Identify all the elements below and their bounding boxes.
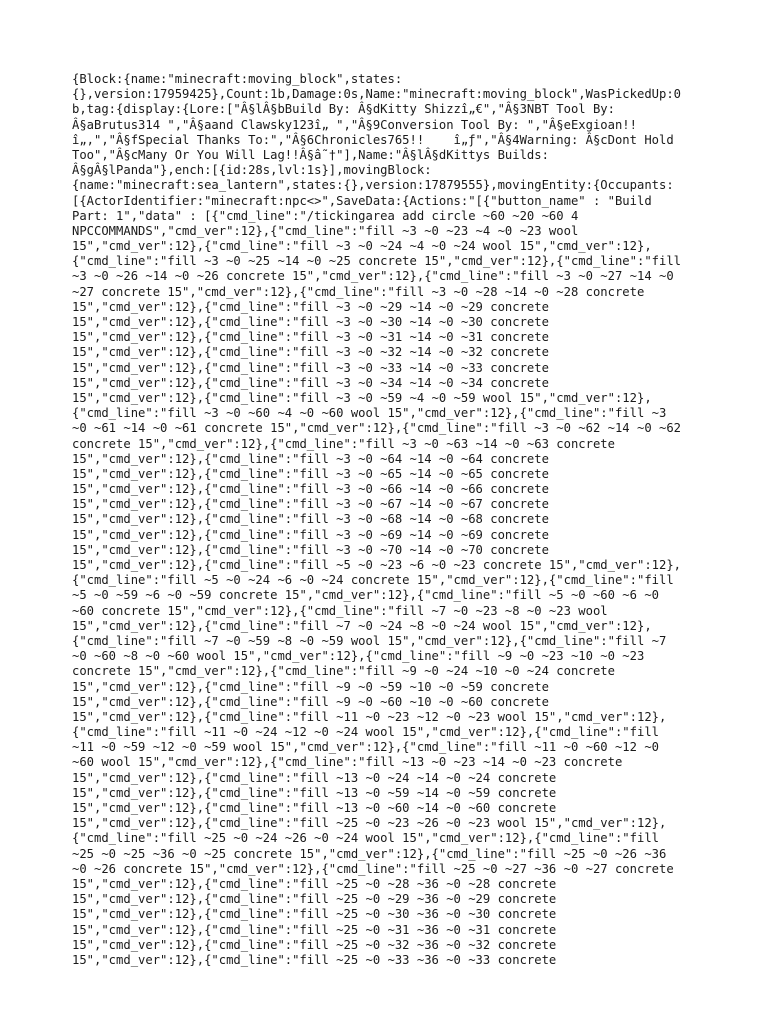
text-line: 15","cmd_ver":12},{"cmd_line":"fill ~3 ~0 ~31 ~14 ~0 ~31 concrete: [72, 330, 549, 345]
text-line: 15","cmd_ver":12},{"cmd_line":"fill ~5 ~0 ~23 ~6 ~0 ~23 concrete 15","cmd_ver":12},: [72, 558, 682, 572]
text-line: 15","cmd_ver":12},{"cmd_line":"fill ~3 ~0 ~70 ~14 ~0 ~70 concrete: [72, 542, 549, 557]
text-line: Â§gÂ§lPanda"},ench:[{id:28s,lvl:1s}],movingBlock:: [72, 163, 432, 178]
text-line: {"cmd_line":"fill ~25 ~0 ~24 ~26 ~0 ~24 wool 15","cmd_ver":12},{"cmd_line":"fill: [72, 831, 659, 846]
text-line: {"cmd_line":"fill ~3 ~0 ~60 ~4 ~0 ~60 wool 15","cmd_ver":12},{"cmd_line":"fill ~3: [72, 406, 667, 421]
text-line: {"cmd_line":"fill ~11 ~0 ~24 ~12 ~0 ~24 wool 15","cmd_ver":12},{"cmd_line":"fill: [72, 725, 659, 740]
text-line: ~27 concrete 15","cmd_ver":12},{"cmd_line":"fill ~3 ~0 ~28 ~14 ~0 ~28 concrete: [72, 284, 645, 299]
text-line: ~5 ~0 ~59 ~6 ~0 ~59 concrete 15","cmd_ver":12},{"cmd_line":"fill ~5 ~0 ~60 ~6 ~0: [72, 588, 659, 603]
text-line: 15","cmd_ver":12},{"cmd_line":"fill ~3 ~0 ~64 ~14 ~0 ~64 concrete: [72, 451, 549, 466]
text-line: 15","cmd_ver":12},{"cmd_line":"fill ~13 ~0 ~60 ~14 ~0 ~60 concrete: [72, 801, 557, 815]
text-line: 15","cmd_ver":12},{"cmd_line":"fill ~3 ~0 ~68 ~14 ~0 ~68 concrete: [72, 512, 549, 527]
text-line: 15","cmd_ver":12},{"cmd_line":"fill ~3 ~0 ~24 ~4 ~0 ~24 wool 15","cmd_ver":12},: [72, 239, 652, 254]
document-page: [72, 72, 712, 968]
text-line: Â§aBrutus314 ","Â§aand Clawsky123î„ ","Â§9Conversion Tool By: ","Â§eExgioan!!: [72, 117, 637, 132]
text-line: {"cmd_line":"fill ~7 ~0 ~59 ~8 ~0 ~59 wool 15","cmd_ver":12},{"cmd_line":"fill ~7: [72, 633, 667, 648]
text-line: ~0 ~60 ~8 ~0 ~60 wool 15","cmd_ver":12},{"cmd_line":"fill ~9 ~0 ~23 ~10 ~0 ~23: [72, 649, 645, 664]
text-line: î„‚","Â§fSpecial Thanks To:","Â§6Chronicles765!! î„ƒ","Â§4Warning: Â§cDont Hold: [72, 132, 674, 147]
text-line: {},version:17959425},Count:1b,Damage:0s,Name:"minecraft:moving_block",WasPickedUp:0: [72, 87, 682, 102]
text-line: ~11 ~0 ~59 ~12 ~0 ~59 wool 15","cmd_ver":12},{"cmd_line":"fill ~11 ~0 ~60 ~12 ~0: [72, 740, 659, 755]
text-line: NPCCOMMANDS","cmd_ver":12},{"cmd_line":"fill ~3 ~0 ~23 ~4 ~0 ~23 wool: [72, 223, 579, 238]
text-line: 15","cmd_ver":12},{"cmd_line":"fill ~25 ~0 ~28 ~36 ~0 ~28 concrete: [72, 876, 557, 891]
text-line: {"cmd_line":"fill ~5 ~0 ~24 ~6 ~0 ~24 concrete 15","cmd_ver":12},{"cmd_line":"fill: [72, 573, 674, 588]
text-line: 15","cmd_ver":12},{"cmd_line":"fill ~9 ~0 ~60 ~10 ~0 ~60 concrete: [72, 694, 549, 709]
text-line: 15","cmd_ver":12},{"cmd_line":"fill ~25 ~0 ~29 ~36 ~0 ~29 concrete: [72, 892, 557, 907]
text-line: 15","cmd_ver":12},{"cmd_line":"fill ~3 ~0 ~32 ~14 ~0 ~32 concrete: [72, 345, 549, 360]
text-line: concrete 15","cmd_ver":12},{"cmd_line":"fill ~9 ~0 ~24 ~10 ~0 ~24 concrete: [72, 664, 615, 679]
text-line: 15","cmd_ver":12},{"cmd_line":"fill ~25 ~0 ~32 ~36 ~0 ~32 concrete: [72, 937, 557, 952]
text-line: 15","cmd_ver":12},{"cmd_line":"fill ~9 ~0 ~59 ~10 ~0 ~59 concrete: [72, 679, 549, 694]
text-line: 15","cmd_ver":12},{"cmd_line":"fill ~13 ~0 ~59 ~14 ~0 ~59 concrete: [72, 785, 557, 800]
text-line: ~3 ~0 ~26 ~14 ~0 ~26 concrete 15","cmd_ver":12},{"cmd_line":"fill ~3 ~0 ~27 ~14 ~0: [72, 269, 674, 284]
text-line: {Block:{name:"minecraft:moving_block",states:: [72, 72, 403, 86]
text-line: 15","cmd_ver":12},{"cmd_line":"fill ~3 ~0 ~30 ~14 ~0 ~30 concrete: [72, 315, 549, 329]
text-line: 15","cmd_ver":12},{"cmd_line":"fill ~3 ~0 ~65 ~14 ~0 ~65 concrete: [72, 466, 549, 481]
text-line: b,tag:{display:{Lore:["Â§lÂ§bBuild By: Â§dKitty Shizzî„€","Â§3NBT Tool By:: [72, 102, 615, 117]
text-line: 15","cmd_ver":12},{"cmd_line":"fill ~25 ~0 ~33 ~36 ~0 ~33 concrete: [72, 952, 557, 967]
text-line: ~0 ~26 concrete 15","cmd_ver":12},{"cmd_line":"fill ~25 ~0 ~27 ~36 ~0 ~27 concrete: [72, 861, 674, 876]
text-line: ~25 ~0 ~25 ~36 ~0 ~25 concrete 15","cmd_ver":12},{"cmd_line":"fill ~25 ~0 ~26 ~36: [72, 846, 667, 861]
text-line: 15","cmd_ver":12},{"cmd_line":"fill ~3 ~0 ~33 ~14 ~0 ~33 concrete: [72, 360, 549, 375]
text-line: {"cmd_line":"fill ~3 ~0 ~25 ~14 ~0 ~25 concrete 15","cmd_ver":12},{"cmd_line":"fill: [72, 254, 682, 269]
text-line: 15","cmd_ver":12},{"cmd_line":"fill ~3 ~0 ~69 ~14 ~0 ~69 concrete: [72, 527, 549, 542]
text-line: concrete 15","cmd_ver":12},{"cmd_line":"fill ~3 ~0 ~63 ~14 ~0 ~63 concrete: [72, 436, 615, 451]
text-line: 15","cmd_ver":12},{"cmd_line":"fill ~3 ~0 ~34 ~14 ~0 ~34 concrete: [72, 375, 549, 390]
text-line: 15","cmd_ver":12},{"cmd_line":"fill ~3 ~0 ~66 ~14 ~0 ~66 concrete: [72, 482, 549, 497]
text-line: Part: 1","data" : [{"cmd_line":"/tickingarea add circle ~60 ~20 ~60 4: [72, 208, 579, 223]
text-line: 15","cmd_ver":12},{"cmd_line":"fill ~25 ~0 ~23 ~26 ~0 ~23 wool 15","cmd_ver":12},: [72, 816, 667, 831]
text-line: 15","cmd_ver":12},{"cmd_line":"fill ~7 ~0 ~24 ~8 ~0 ~24 wool 15","cmd_ver":12},: [72, 618, 652, 633]
text-line: Too","Â§cMany Or You Will Lag!!Â§â˜†"],Name:"Â§lÂ§dKittys Builds:: [72, 147, 549, 162]
text-line: 15","cmd_ver":12},{"cmd_line":"fill ~25 ~0 ~30 ~36 ~0 ~30 concrete: [72, 907, 557, 922]
text-line: 15","cmd_ver":12},{"cmd_line":"fill ~3 ~0 ~59 ~4 ~0 ~59 wool 15","cmd_ver":12},: [72, 390, 652, 405]
text-line: 15","cmd_ver":12},{"cmd_line":"fill ~3 ~0 ~67 ~14 ~0 ~67 concrete: [72, 497, 549, 512]
text-line: ~60 wool 15","cmd_ver":12},{"cmd_line":"fill ~13 ~0 ~23 ~14 ~0 ~23 concrete: [72, 755, 623, 770]
text-line: [{ActorIdentifier:"minecraft:npc<>",SaveData:{Actions:"[{"button_name" : "Build: [72, 193, 652, 208]
text-line: 15","cmd_ver":12},{"cmd_line":"fill ~3 ~0 ~29 ~14 ~0 ~29 concrete: [72, 299, 549, 314]
text-line: 15","cmd_ver":12},{"cmd_line":"fill ~25 ~0 ~31 ~36 ~0 ~31 concrete: [72, 922, 557, 937]
text-line: ~60 concrete 15","cmd_ver":12},{"cmd_line":"fill ~7 ~0 ~23 ~8 ~0 ~23 wool: [72, 603, 608, 618]
text-line: 15","cmd_ver":12},{"cmd_line":"fill ~13 ~0 ~24 ~14 ~0 ~24 concrete: [72, 770, 557, 785]
text-line: ~0 ~61 ~14 ~0 ~61 concrete 15","cmd_ver":12},{"cmd_line":"fill ~3 ~0 ~62 ~14 ~0 ~62: [72, 421, 682, 436]
text-line: 15","cmd_ver":12},{"cmd_line":"fill ~11 ~0 ~23 ~12 ~0 ~23 wool 15","cmd_ver":12},: [72, 709, 667, 724]
text-line: {name:"minecraft:sea_lantern",states:{},version:17879555},movingEntity:{Occupants:: [72, 178, 674, 193]
